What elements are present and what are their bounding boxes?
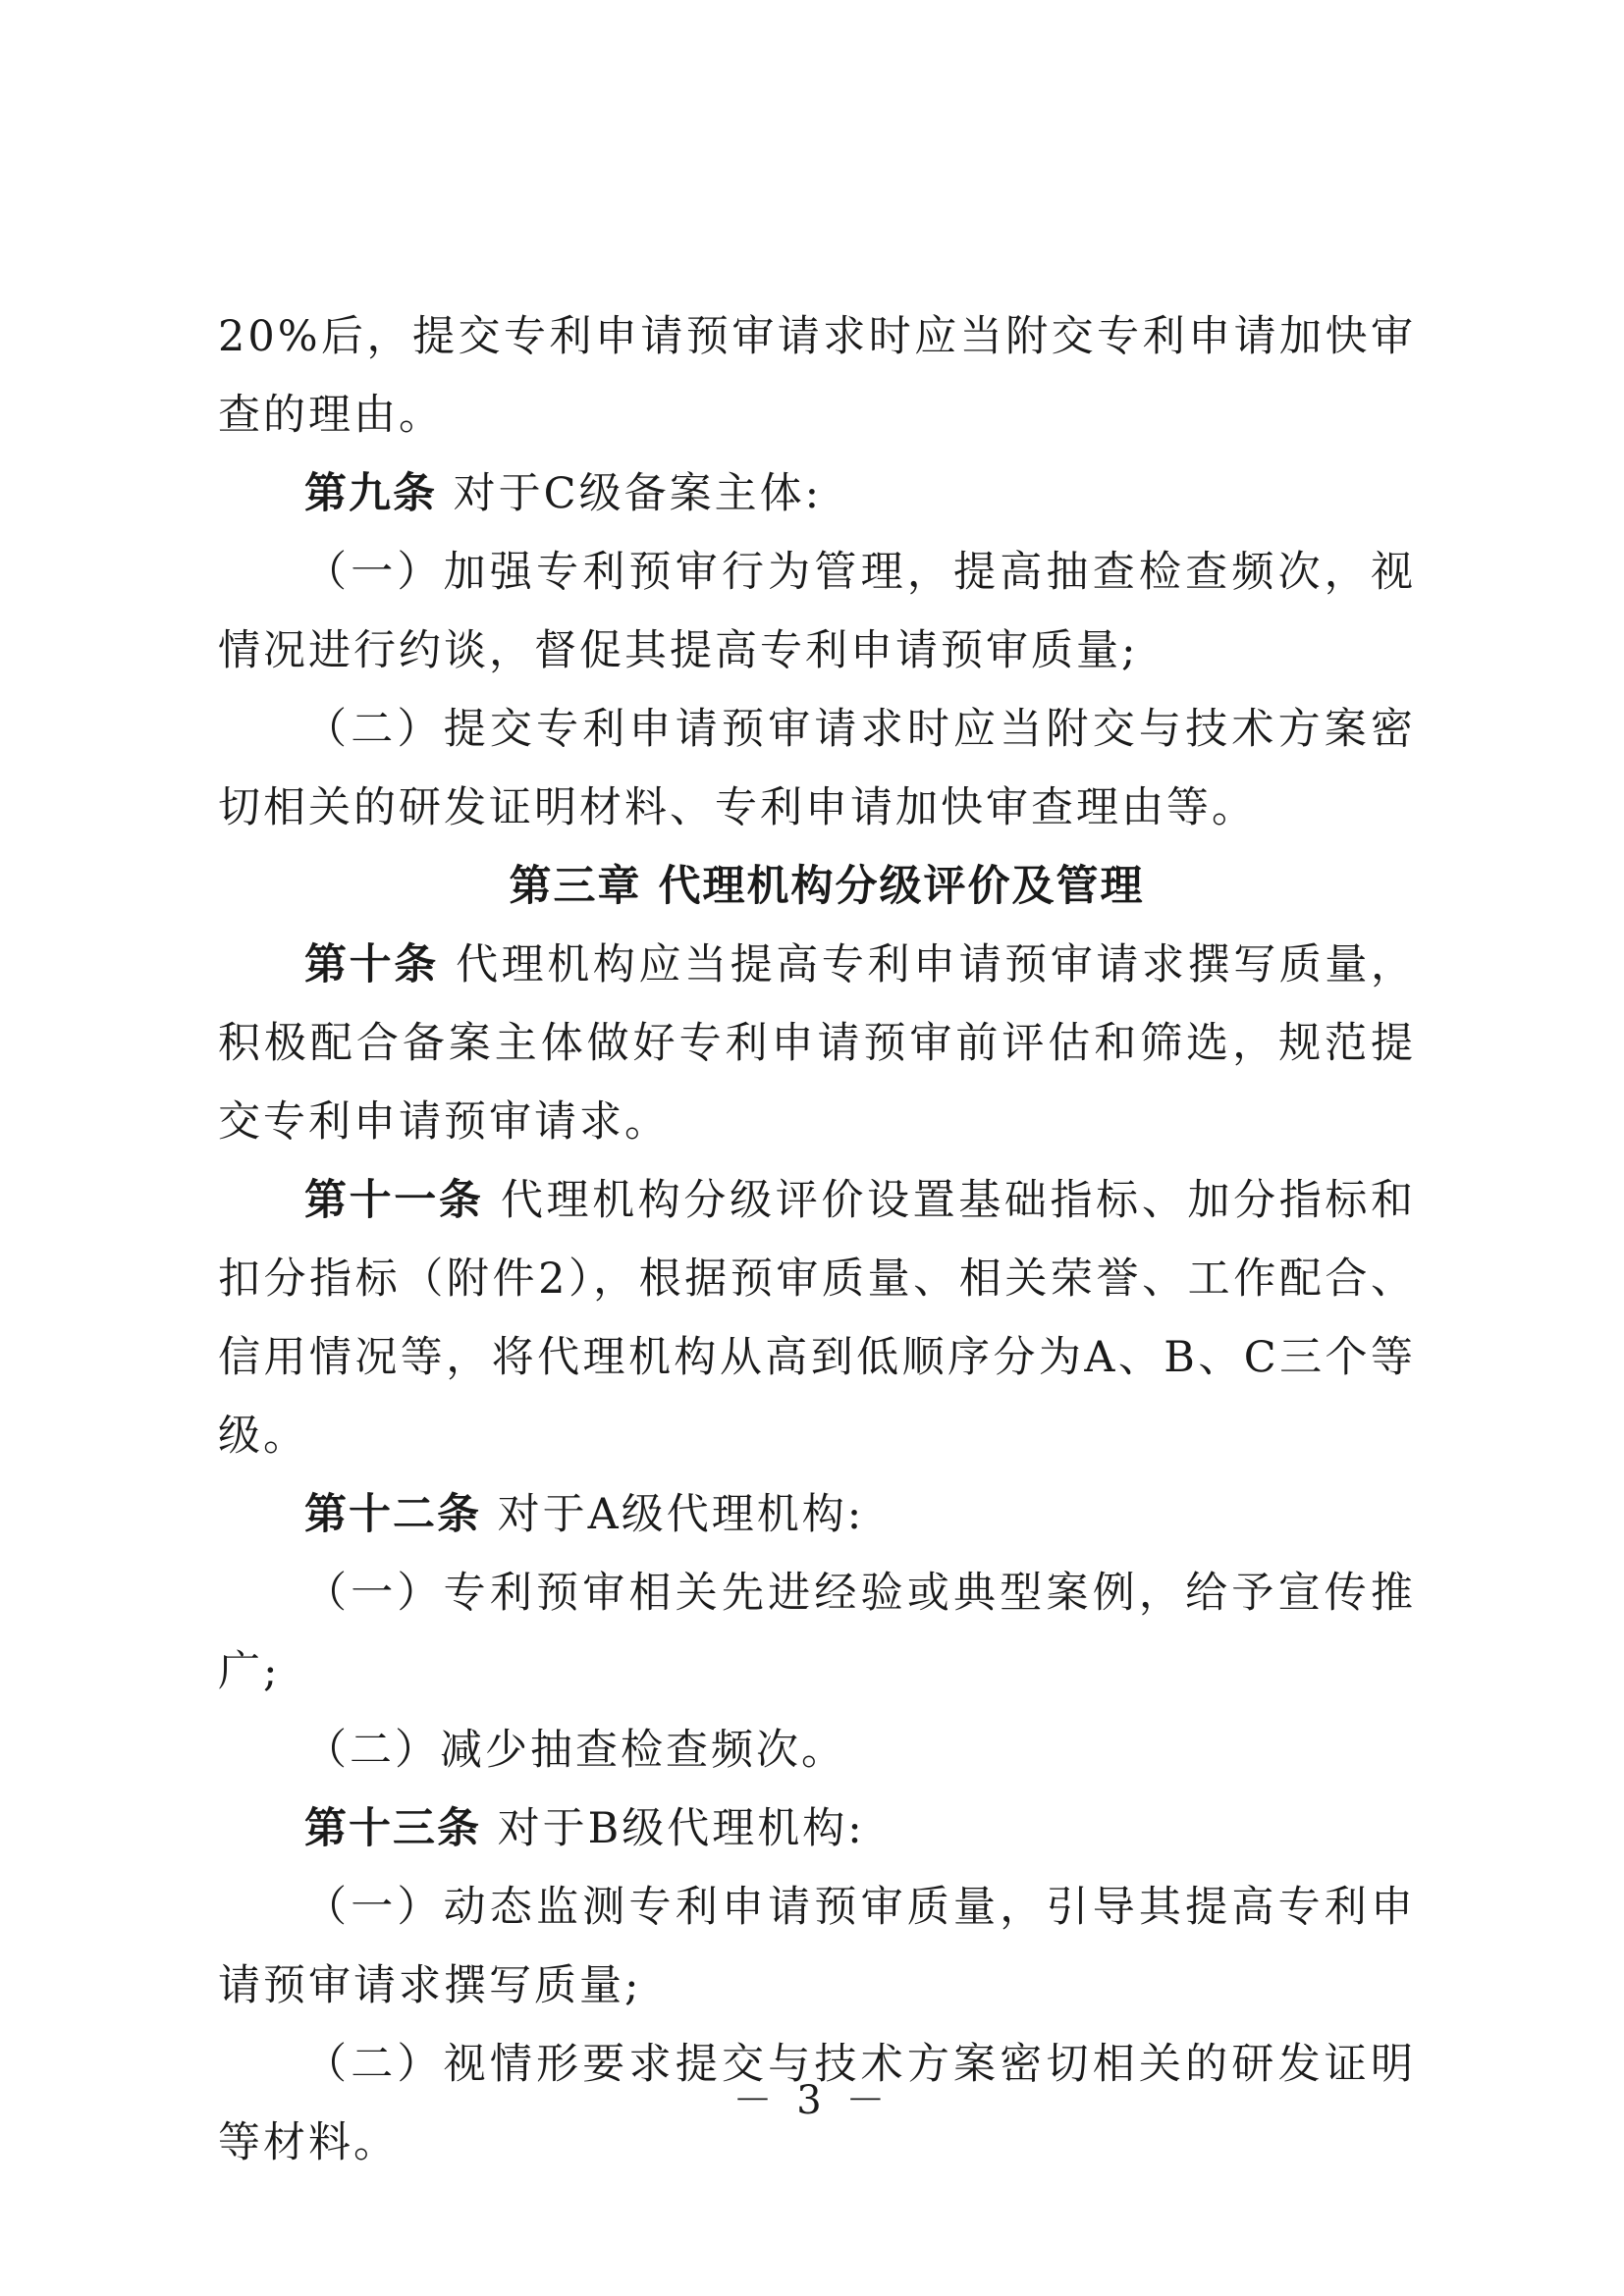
item-text: （一）加强专利预审行为管理，提高抽查检查频次，视情况进行约谈，督促其提高专利申请预审质量; — [218, 548, 1416, 675]
article-text: 代理机构应当提高专利申请预审请求撰写质量，积极配合备案主体做好专利申请预审前评估和筛选，规范提交专利申请预审请求。 — [218, 940, 1417, 1147]
article-13 — [218, 1789, 1416, 1868]
document-body — [218, 297, 1416, 2182]
article-13-item-1 — [218, 1868, 1416, 2025]
chapter-title: 第三章 代理机构分级评价及管理 — [509, 862, 1145, 911]
article-heading: 第十条 — [304, 940, 439, 989]
article-text: 代理机构分级评价设置基础指标、加分指标和扣分指标（附件2），根据预审质量、相关荣誉、工作配合、信用情况等，将代理机构从高到低顺序分为A、B、C三个等级。 — [218, 1176, 1417, 1461]
article-12 — [218, 1475, 1416, 1554]
page-number: － 3 － — [732, 2078, 892, 2123]
item-text: （二）视情形要求提交与技术方案密切相关的研发证明等材料。 — [218, 2040, 1416, 2167]
article-12-item-1 — [218, 1554, 1416, 1711]
item-text: （一）动态监测专利申请预审质量，引导其提高专利申请预审请求撰写质量; — [218, 1883, 1416, 2010]
item-text: （二）提交专利申请预审请求时应当附交与技术方案密切相关的研发证明材料、专利申请加快审查理由等。 — [218, 705, 1416, 832]
article-9-item-1 — [218, 533, 1416, 690]
article-text: 对于B级代理机构: — [497, 1804, 865, 1853]
article-heading: 第十二条 — [304, 1490, 481, 1539]
article-heading: 第十三条 — [304, 1804, 481, 1853]
article-10 — [218, 926, 1416, 1161]
article-heading: 第九条 — [304, 469, 437, 518]
article-text: 对于C级备案主体: — [453, 469, 823, 518]
article-9 — [218, 454, 1416, 533]
item-text: （一）专利预审相关先进经验或典型案例，给予宣传推广; — [218, 1569, 1416, 1696]
paragraph-text: 20%后，提交专利申请预审请求时应当附交专利申请加快审查的理由。 — [218, 312, 1416, 440]
article-9-item-2 — [218, 690, 1416, 847]
article-heading: 第十一条 — [304, 1176, 484, 1225]
item-text: （二）减少抽查检查频次。 — [304, 1726, 846, 1775]
paragraph-continuation — [218, 297, 1416, 454]
article-11 — [218, 1161, 1416, 1475]
article-text: 对于A级代理机构: — [497, 1490, 865, 1539]
article-12-item-2 — [218, 1711, 1416, 1789]
